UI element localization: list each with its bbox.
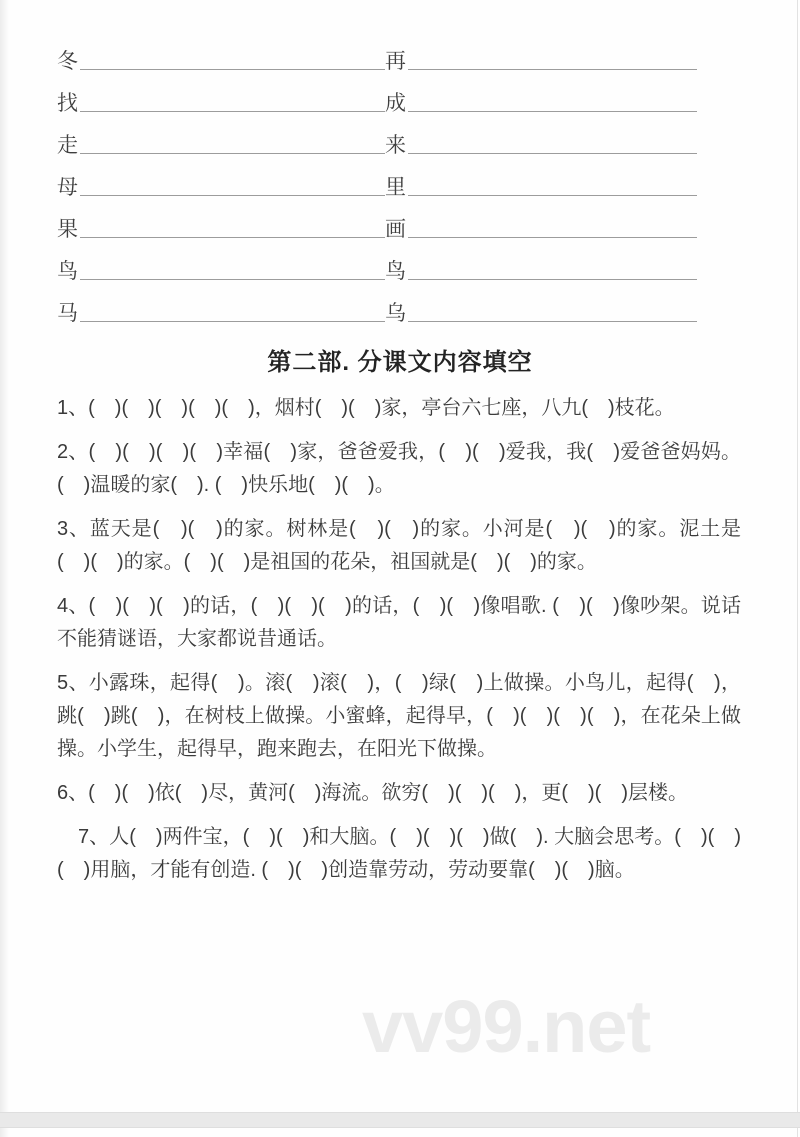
writing-line xyxy=(80,278,385,280)
blank-cell xyxy=(385,177,697,199)
writing-line xyxy=(408,194,697,196)
exercise-list xyxy=(57,392,741,898)
writing-line xyxy=(80,194,385,196)
exercise-2: 2、( )( )( )( )幸福( )家，爸爸爱我，( )( )爱我，我( )爱爸爸妈妈。( )温暖的家( ). ( )快乐地( )( )。 xyxy=(57,441,741,496)
blank-cell xyxy=(57,219,385,241)
blank-cell xyxy=(57,177,385,199)
blank-row xyxy=(57,199,697,241)
page-left-edge-shadow xyxy=(0,0,9,1137)
writing-line xyxy=(80,320,385,322)
writing-line xyxy=(408,68,697,70)
writing-line xyxy=(80,152,385,154)
page-break-band xyxy=(0,1112,800,1128)
writing-line xyxy=(80,110,385,112)
exercise-7: 7、人( )两件宝，( )( )和大脑。( )( )( )做( ). 大脑会思考。( )( )( )用脑，才能有创造. ( )( )创造靠劳动，劳动要靠( )( )脑。 xyxy=(57,826,741,881)
blank-character: 成 xyxy=(385,92,406,115)
blank-row xyxy=(57,31,697,73)
blank-cell xyxy=(57,93,385,115)
blank-character: 画 xyxy=(385,218,406,241)
writing-line xyxy=(80,68,385,70)
blank-cell xyxy=(385,51,697,73)
exercise-5: 5、小露珠，起得( )。滚( )滚( )，( )绿( )上做操。小鸟儿，起得( )，跳( )跳( )，在树枝上做操。小蜜蜂，起得早，( )( )( )( )，在花朵上做操。小学生，起得早，跑来跑去，在阳光下做操。 xyxy=(57,672,741,760)
writing-line xyxy=(408,152,697,154)
blank-cell xyxy=(57,51,385,73)
writing-line xyxy=(408,320,697,322)
blank-character: 乌 xyxy=(385,302,406,325)
blank-character: 走 xyxy=(57,134,78,157)
blank-character: 鸟 xyxy=(57,260,78,283)
section-heading: 第二部. 分课文内容填空 xyxy=(267,349,533,376)
writing-line xyxy=(408,278,697,280)
blank-character: 再 xyxy=(385,50,406,73)
exercise-4: 4、( )( )( )的话，( )( )( )的话，( )( )像唱歌. ( )( )像吵架。说话不能猜谜语，大家都说昔通话。 xyxy=(57,595,741,650)
blank-cell xyxy=(385,261,697,283)
writing-line xyxy=(80,236,385,238)
exercise-6: 6、( )( )依( )尽，黄河( )海流。欲穷( )( )( )，更( )( )层楼。 xyxy=(57,782,689,804)
blank-cell xyxy=(57,135,385,157)
blank-character: 冬 xyxy=(57,50,78,73)
blank-row xyxy=(57,115,697,157)
page-right-edge-line xyxy=(797,0,798,1137)
exercise-1: 1、( )( )( )( )( )，烟村( )( )家，亭台六七座，八九( )枝花。 xyxy=(57,397,675,419)
blank-row xyxy=(57,73,697,115)
exercise-3: 3、蓝天是( )( )的家。树林是( )( )的家。小河是( )( )的家。泥土是( )( )的家。( )( )是祖国的花朵，祖国就是( )( )的家。 xyxy=(57,518,741,573)
blank-cell xyxy=(385,93,697,115)
blank-character: 里 xyxy=(385,176,406,199)
writing-line xyxy=(408,236,697,238)
writing-line xyxy=(408,110,697,112)
blank-character: 来 xyxy=(385,134,406,157)
blank-cell xyxy=(57,261,385,283)
character-writing-rows xyxy=(57,31,697,325)
blank-row xyxy=(57,157,697,199)
blank-cell xyxy=(385,303,697,325)
blank-row xyxy=(57,283,697,325)
blank-character: 找 xyxy=(57,92,78,115)
blank-character: 母 xyxy=(57,176,78,199)
blank-cell xyxy=(57,303,385,325)
blank-character: 鸟 xyxy=(385,260,406,283)
blank-cell xyxy=(385,135,697,157)
blank-cell xyxy=(385,219,697,241)
blank-character: 果 xyxy=(57,218,78,241)
watermark-text: vv99.net xyxy=(362,985,651,1068)
blank-row xyxy=(57,241,697,283)
blank-character: 马 xyxy=(57,302,78,325)
